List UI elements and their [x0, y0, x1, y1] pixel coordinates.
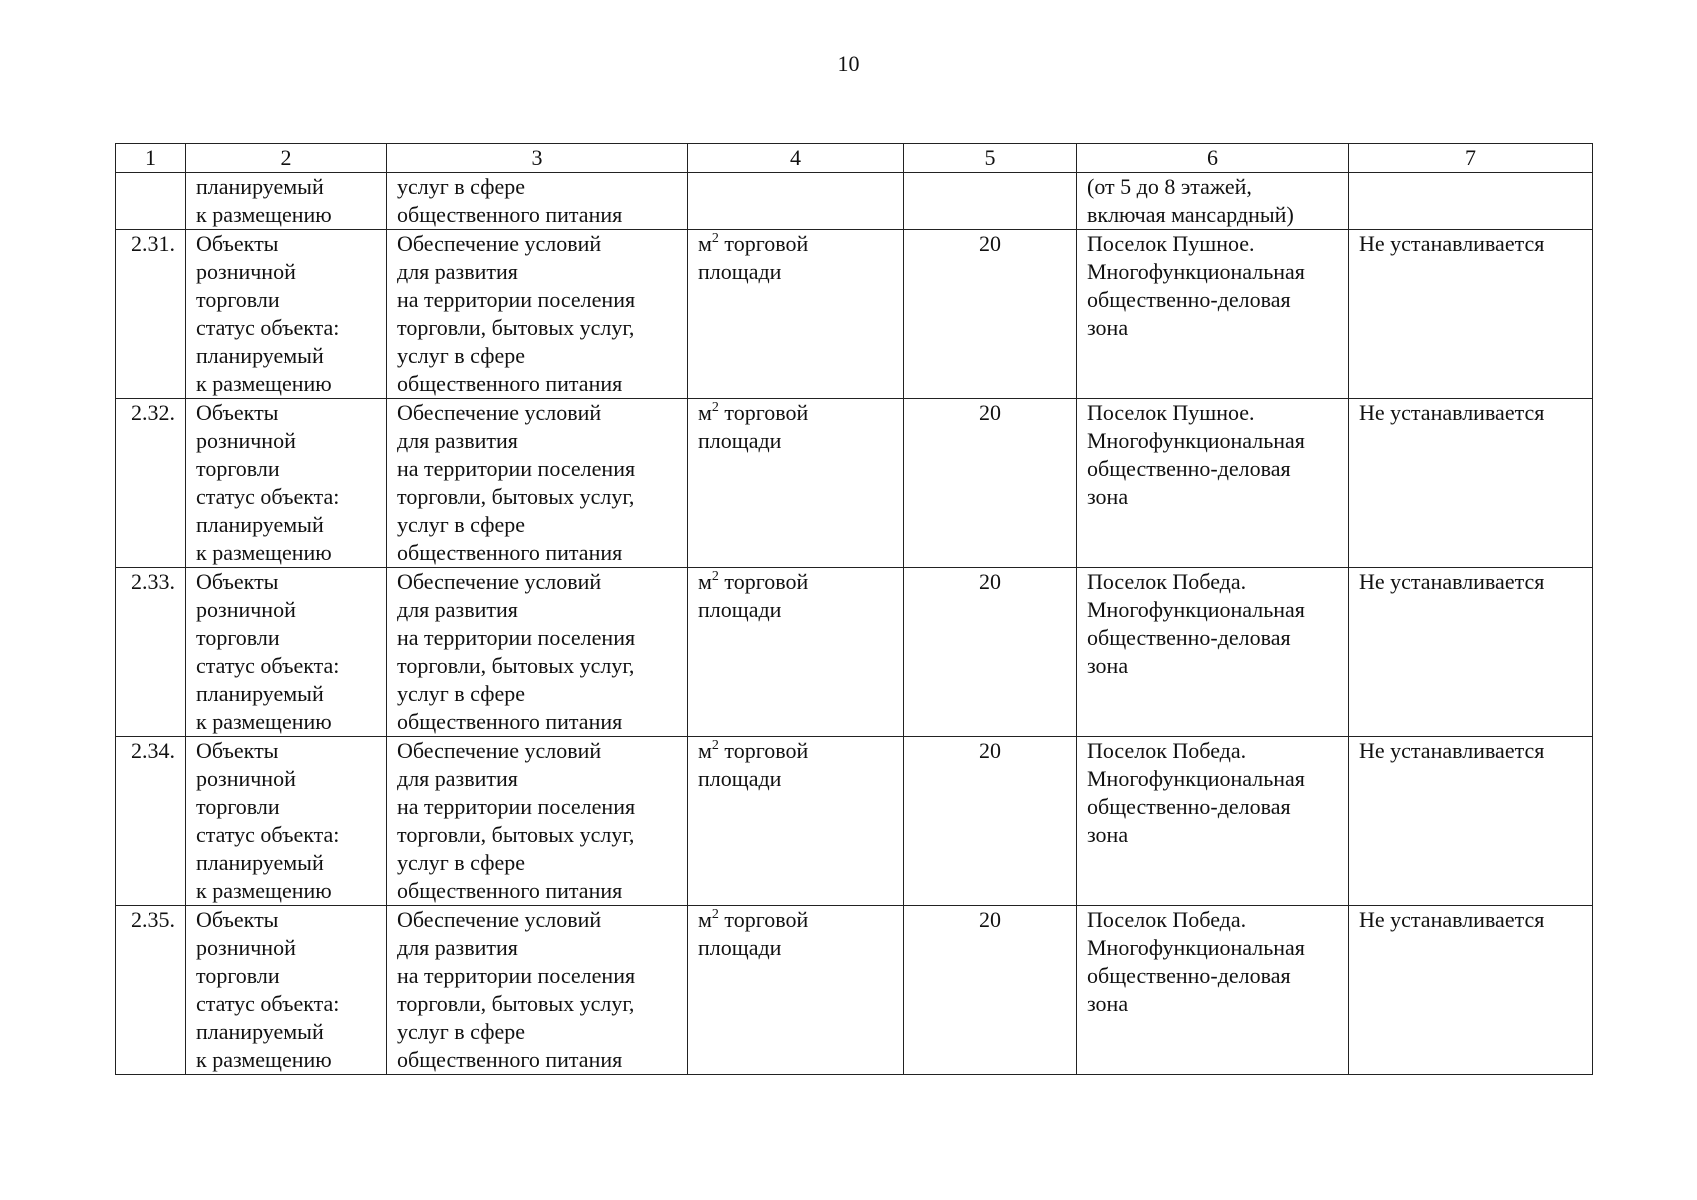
- row-object-name: Объекты розничной торговли статус объекта: планируемый к размещению: [186, 230, 387, 399]
- row-number: 2.31.: [116, 230, 186, 399]
- header-cell-5: 5: [904, 144, 1077, 173]
- cont-cell-number: [116, 173, 186, 230]
- row-purpose: Обеспечение условий для развития на территории поселения торговли, бытовых услуг, услуг в сфере общественного питания: [387, 906, 688, 1075]
- unit-rest: торговой площади: [698, 569, 809, 622]
- row-number: 2.32.: [116, 399, 186, 568]
- unit-superscript: 2: [711, 231, 719, 246]
- cont-cell-unit: [688, 173, 904, 230]
- row-value: 20: [904, 568, 1077, 737]
- cont-cell-purpose: услуг в сфере общественного питания: [387, 173, 688, 230]
- cont-cell-zone: [1349, 173, 1593, 230]
- row-unit: [688, 399, 904, 568]
- table-row: [116, 906, 1593, 1075]
- table-row: [116, 399, 1593, 568]
- continuation-row: [116, 173, 1593, 230]
- unit-superscript: 2: [711, 569, 719, 584]
- row-value: 20: [904, 230, 1077, 399]
- row-purpose: Обеспечение условий для развития на территории поселения торговли, бытовых услуг, услуг в сфере общественного питания: [387, 399, 688, 568]
- cont-cell-name: планируемый к размещению: [186, 173, 387, 230]
- row-location: Поселок Победа. Многофункциональная общественно-деловая зона: [1077, 568, 1349, 737]
- row-number: 2.33.: [116, 568, 186, 737]
- unit-prefix: м: [698, 569, 712, 594]
- table-row: [116, 568, 1593, 737]
- row-value: 20: [904, 737, 1077, 906]
- row-zone: Не устанавливается: [1349, 906, 1593, 1075]
- row-unit: [688, 568, 904, 737]
- row-unit: [688, 230, 904, 399]
- row-object-name: Объекты розничной торговли статус объекта: планируемый к размещению: [186, 568, 387, 737]
- row-purpose: Обеспечение условий для развития на территории поселения торговли, бытовых услуг, услуг в сфере общественного питания: [387, 230, 688, 399]
- row-object-name: Объекты розничной торговли статус объекта: планируемый к размещению: [186, 399, 387, 568]
- row-value: 20: [904, 906, 1077, 1075]
- table-row: [116, 230, 1593, 399]
- page-number: 10: [837, 51, 860, 76]
- row-value: 20: [904, 399, 1077, 568]
- row-purpose: Обеспечение условий для развития на территории поселения торговли, бытовых услуг, услуг в сфере общественного питания: [387, 737, 688, 906]
- header-cell-4: 4: [688, 144, 904, 173]
- row-location: Поселок Пушное. Многофункциональная общественно-деловая зона: [1077, 399, 1349, 568]
- row-object-name: Объекты розничной торговли статус объекта: планируемый к размещению: [186, 737, 387, 906]
- header-cell-6: 6: [1077, 144, 1349, 173]
- row-zone: Не устанавливается: [1349, 568, 1593, 737]
- header-cell-3: 3: [387, 144, 688, 173]
- unit-rest: торговой площади: [698, 738, 809, 791]
- cont-cell-location: (от 5 до 8 этажей, включая мансардный): [1077, 173, 1349, 230]
- row-unit: [688, 906, 904, 1075]
- objects-table: [115, 143, 1593, 1075]
- row-location: Поселок Пушное. Многофункциональная общественно-деловая зона: [1077, 230, 1349, 399]
- table-row: [116, 737, 1593, 906]
- unit-prefix: м: [698, 907, 712, 932]
- unit-prefix: м: [698, 400, 712, 425]
- header-cell-1: 1: [116, 144, 186, 173]
- cont-cell-value: [904, 173, 1077, 230]
- row-purpose: Обеспечение условий для развития на территории поселения торговли, бытовых услуг, услуг в сфере общественного питания: [387, 568, 688, 737]
- header-cell-7: 7: [1349, 144, 1593, 173]
- unit-rest: торговой площади: [698, 907, 809, 960]
- row-number: 2.34.: [116, 737, 186, 906]
- row-location: Поселок Победа. Многофункциональная общественно-деловая зона: [1077, 906, 1349, 1075]
- row-object-name: Объекты розничной торговли статус объекта: планируемый к размещению: [186, 906, 387, 1075]
- header-cell-2: 2: [186, 144, 387, 173]
- unit-superscript: 2: [711, 907, 719, 922]
- row-number: 2.35.: [116, 906, 186, 1075]
- unit-rest: торговой площади: [698, 400, 809, 453]
- unit-superscript: 2: [711, 400, 719, 415]
- unit-superscript: 2: [711, 738, 719, 753]
- table-header-row: [116, 144, 1593, 173]
- row-zone: Не устанавливается: [1349, 737, 1593, 906]
- unit-prefix: м: [698, 738, 712, 763]
- row-unit: [688, 737, 904, 906]
- row-zone: Не устанавливается: [1349, 230, 1593, 399]
- unit-rest: торговой площади: [698, 231, 809, 284]
- row-location: Поселок Победа. Многофункциональная общественно-деловая зона: [1077, 737, 1349, 906]
- row-zone: Не устанавливается: [1349, 399, 1593, 568]
- unit-prefix: м: [698, 231, 712, 256]
